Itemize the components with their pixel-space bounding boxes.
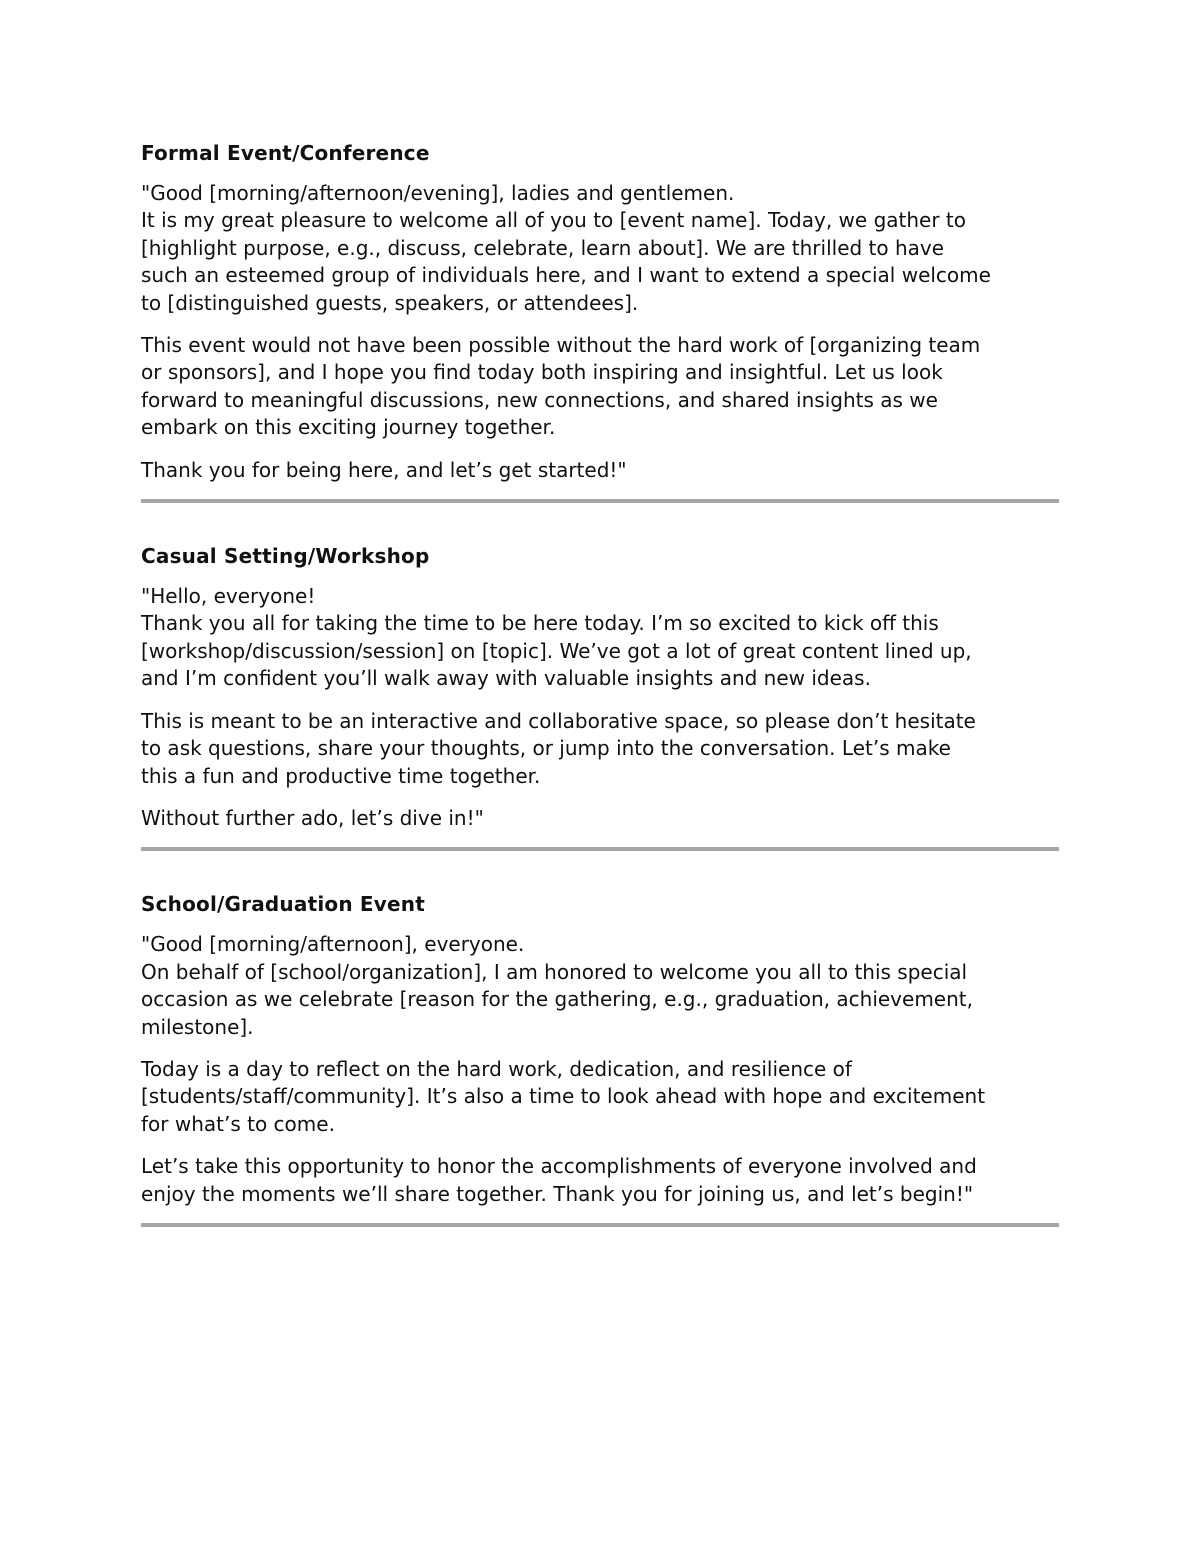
text-line: "Good [morning/afternoon/evening], ladies and gentlemen. bbox=[141, 181, 735, 205]
text-line: such an esteemed group of individuals here, and I want to extend a special welcome bbox=[141, 263, 991, 288]
text-line: Let’s take this opportunity to honor the accomplishments of everyone involved and bbox=[141, 1154, 977, 1179]
text-line: and I’m confident you’ll walk away with valuable insights and new ideas. bbox=[141, 666, 871, 691]
paragraph bbox=[141, 805, 1059, 832]
paragraph bbox=[141, 1153, 1059, 1208]
text-line: for what’s to come. bbox=[141, 1111, 335, 1136]
paragraph bbox=[141, 931, 1059, 1041]
paragraph bbox=[141, 180, 1059, 317]
paragraph bbox=[141, 332, 1059, 442]
text-line: Without further ado, let’s dive in!" bbox=[141, 805, 484, 830]
section-divider bbox=[141, 847, 1059, 851]
paragraph bbox=[141, 708, 1059, 790]
section-school-graduation bbox=[141, 889, 1059, 1227]
text-line: embark on this exciting journey together. bbox=[141, 415, 556, 440]
section-divider bbox=[141, 499, 1059, 503]
text-line: to ask questions, share your thoughts, or jump into the conversation. Let’s make bbox=[141, 736, 951, 761]
text-line: this a fun and productive time together. bbox=[141, 763, 541, 788]
text-line: enjoy the moments we’ll share together. Thank you for joining us, and let’s begin!" bbox=[141, 1181, 974, 1206]
text-line: This event would not have been possible without the hard work of [organizing team bbox=[141, 333, 981, 358]
text-line: On behalf of [school/organization], I am honored to welcome you all to this special bbox=[141, 959, 968, 984]
text-line: forward to meaningful discussions, new connections, and shared insights as we bbox=[141, 387, 938, 412]
section-casual-workshop bbox=[141, 541, 1059, 851]
section-formal-event bbox=[141, 138, 1059, 503]
text-line: [workshop/discussion/session] on [topic]. We’ve got a lot of great content lined up, bbox=[141, 638, 972, 663]
text-line: This is meant to be an interactive and collaborative space, so please don’t hesitate bbox=[141, 708, 976, 733]
section-divider bbox=[141, 1223, 1059, 1227]
text-line: milestone]. bbox=[141, 1014, 254, 1039]
text-line: Thank you all for taking the time to be here today. I’m so excited to kick off this bbox=[141, 611, 939, 636]
section-heading: School/Graduation Event bbox=[141, 892, 425, 917]
text-line: or sponsors], and I hope you find today both inspiring and insightful. Let us look bbox=[141, 360, 943, 385]
document-page bbox=[141, 138, 1059, 1227]
text-line: to [distinguished guests, speakers, or attendees]. bbox=[141, 290, 639, 315]
text-line: [students/staff/community]. It’s also a time to look ahead with hope and excitement bbox=[141, 1084, 986, 1109]
text-line: "Good [morning/afternoon], everyone. bbox=[141, 932, 525, 957]
text-line: It is my great pleasure to welcome all of you to [event name]. Today, we gather to bbox=[141, 208, 966, 233]
text-line: Today is a day to reflect on the hard work, dedication, and resilience of bbox=[141, 1056, 852, 1081]
text-line: occasion as we celebrate [reason for the gathering, e.g., graduation, achievement, bbox=[141, 987, 973, 1012]
text-line: "Hello, everyone! bbox=[141, 584, 316, 609]
section-heading: Formal Event/Conference bbox=[141, 141, 430, 165]
section-heading: Casual Setting/Workshop bbox=[141, 544, 430, 569]
paragraph bbox=[141, 1056, 1059, 1138]
paragraph bbox=[141, 457, 1059, 484]
text-line: Thank you for being here, and let’s get started!" bbox=[141, 457, 627, 482]
paragraph bbox=[141, 583, 1059, 693]
text-line: [highlight purpose, e.g., discuss, celebrate, learn about]. We are thrilled to have bbox=[141, 235, 945, 260]
